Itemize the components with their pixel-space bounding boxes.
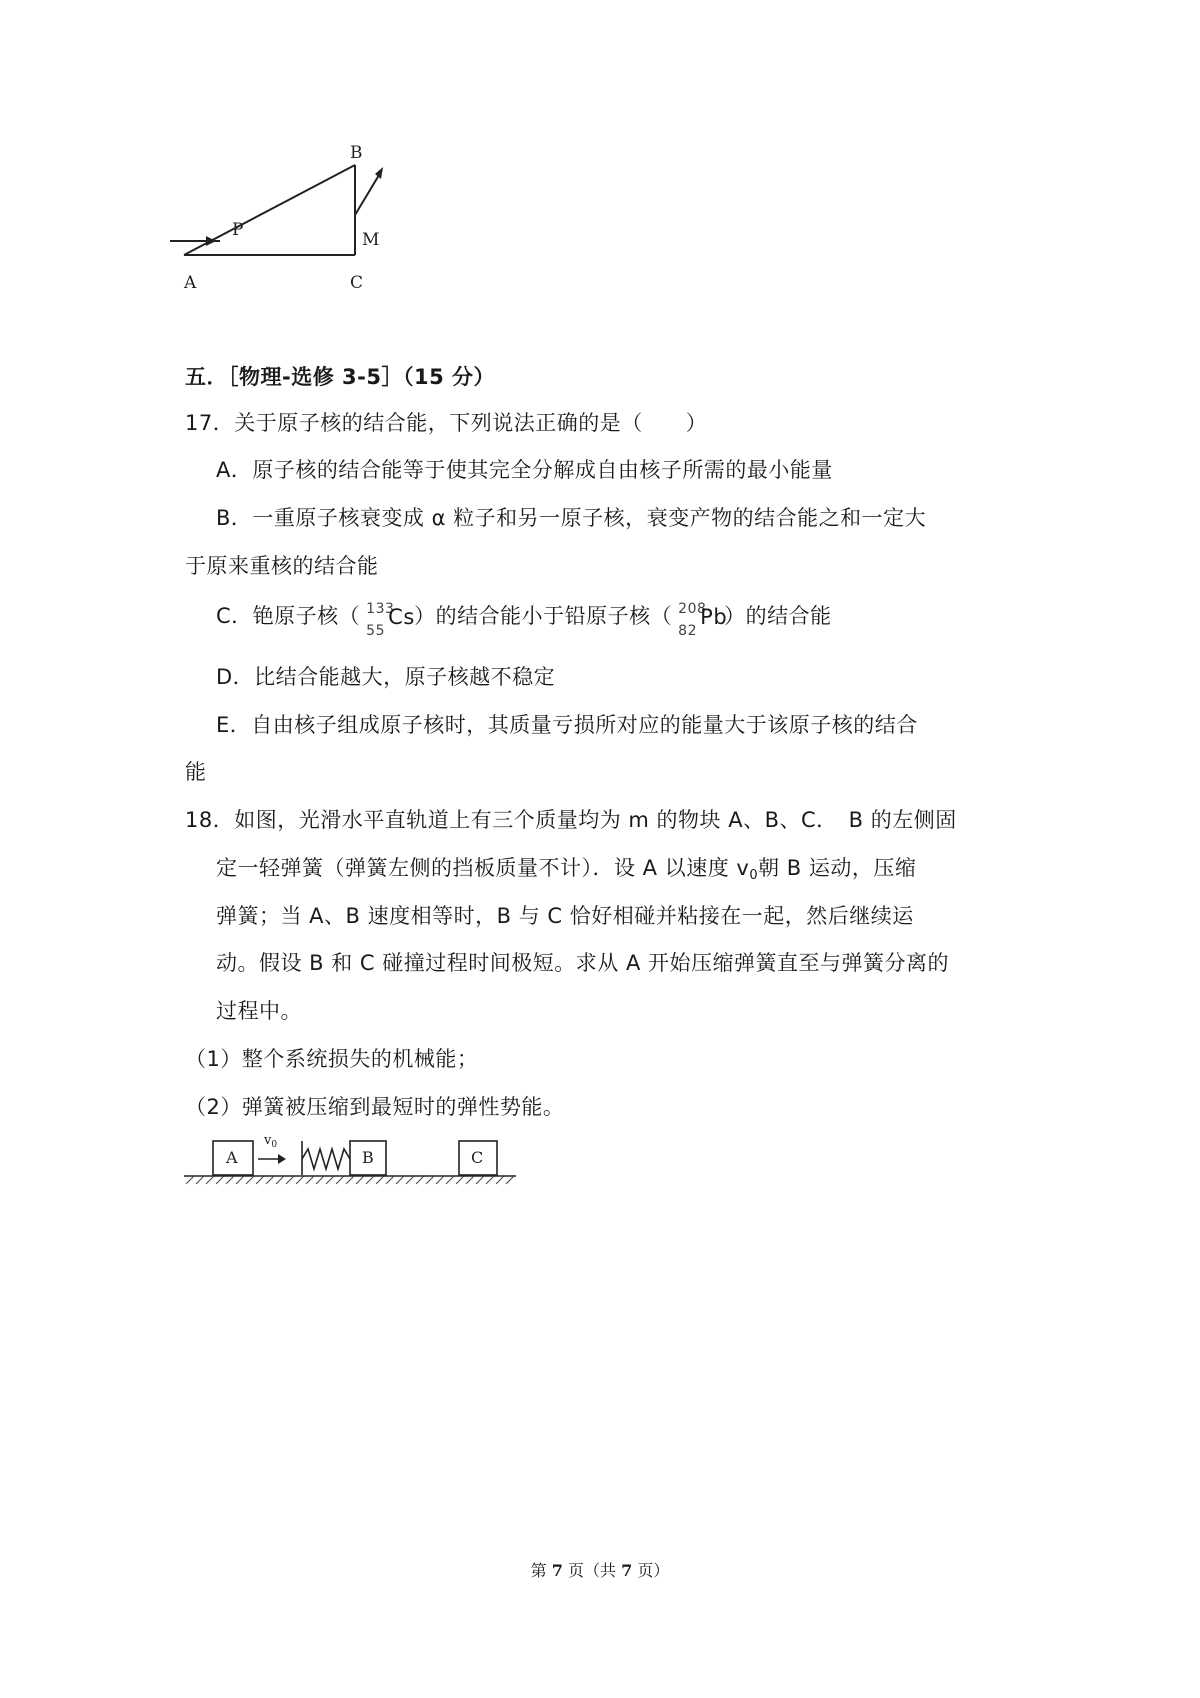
cesium-mass-number: 133 <box>366 601 395 617</box>
q17-option-c-post: ）的结合能 <box>724 604 832 628</box>
q18-sub-question-1: （1）整个系统损失的机械能； <box>185 1047 479 1071</box>
cesium-atomic-number: 55 <box>366 623 385 639</box>
velocity-label <box>264 1133 277 1150</box>
velocity-label-v: v <box>264 1133 272 1148</box>
q18-velocity-subscript: 0 <box>749 868 759 883</box>
point-label-m: M <box>362 230 380 250</box>
q17-option-d: D．比结合能越大，原子核越不稳定 <box>216 665 556 689</box>
q18-line2-post: 朝 B 运动，压缩 <box>758 856 917 880</box>
block-label-c: C <box>471 1148 484 1167</box>
cesium-symbol: Cs <box>388 605 415 629</box>
block-label-a: A <box>226 1148 238 1167</box>
q17-stem: 17．关于原子核的结合能，下列说法正确的是（ ） <box>185 411 708 435</box>
ray-arrow-in <box>206 236 216 246</box>
footer-pre: 第 <box>530 1561 552 1580</box>
vertex-label-a: A <box>184 273 197 293</box>
q18-line2 <box>216 853 916 891</box>
q17-option-e-line1: E．自由核子组成原子核时，其质量亏损所对应的能量大于该原子核的结合 <box>216 713 918 737</box>
q18-line1: 18．如图，光滑水平直轨道上有三个质量均为 m 的物块 A、B、C． B 的左侧固 <box>185 808 957 832</box>
velocity-arrow <box>278 1154 286 1164</box>
q17-option-e-line2: 能 <box>185 760 207 784</box>
footer-page-number: 7 <box>551 1561 563 1580</box>
q17-option-b-line1: B．一重原子核衰变成 α 粒子和另一原子核，衰变产物的结合能之和一定大 <box>216 506 927 530</box>
ray-arrow-out <box>375 167 383 179</box>
vertex-label-b: B <box>350 143 363 163</box>
ground-hatching <box>186 1176 514 1184</box>
footer-total-pages: 7 <box>621 1561 633 1580</box>
lead-atomic-number: 82 <box>678 623 697 639</box>
footer-mid: 页（共 <box>562 1561 622 1580</box>
cesium-nuclide <box>360 601 415 639</box>
q17-option-b-line2: 于原来重核的结合能 <box>185 554 379 578</box>
q18-line2-pre: 定一轻弹簧（弹簧左侧的挡板质量不计）．设 A 以速度 v <box>216 856 750 880</box>
q18-sub-question-2: （2）弹簧被压缩到最短时的弹性势能。 <box>185 1095 565 1119</box>
point-label-p: P <box>232 220 244 240</box>
q17-option-c-mid: ）的结合能小于铅原子核（ <box>414 604 673 628</box>
q18-line4: 动。假设 B 和 C 碰撞过程时间极短。求从 A 开始压缩弹簧直至与弹簧分离的 <box>216 951 949 975</box>
q18-line5: 过程中。 <box>216 999 302 1023</box>
footer-post: 页） <box>632 1561 670 1580</box>
vertex-label-c: C <box>350 273 364 293</box>
q18-line3: 弹簧；当 A、B 速度相等时，B 与 C 恰好相碰并粘接在一起，然后继续运 <box>216 904 914 928</box>
q17-option-c-pre: C．铯原子核（ <box>216 604 361 628</box>
lead-nuclide <box>672 601 728 639</box>
section-title: 五．［物理-选修 3-5］（15 分） <box>185 365 495 389</box>
lead-mass-number: 208 <box>678 601 707 617</box>
velocity-label-sub: 0 <box>271 1140 278 1150</box>
lead-symbol: Pb <box>700 605 728 629</box>
q17-option-c <box>216 601 832 639</box>
page-footer <box>0 1558 1200 1581</box>
block-label-b: B <box>362 1148 374 1167</box>
q17-option-a: A．原子核的结合能等于使其完全分解成自由核子所需的最小能量 <box>216 458 833 482</box>
